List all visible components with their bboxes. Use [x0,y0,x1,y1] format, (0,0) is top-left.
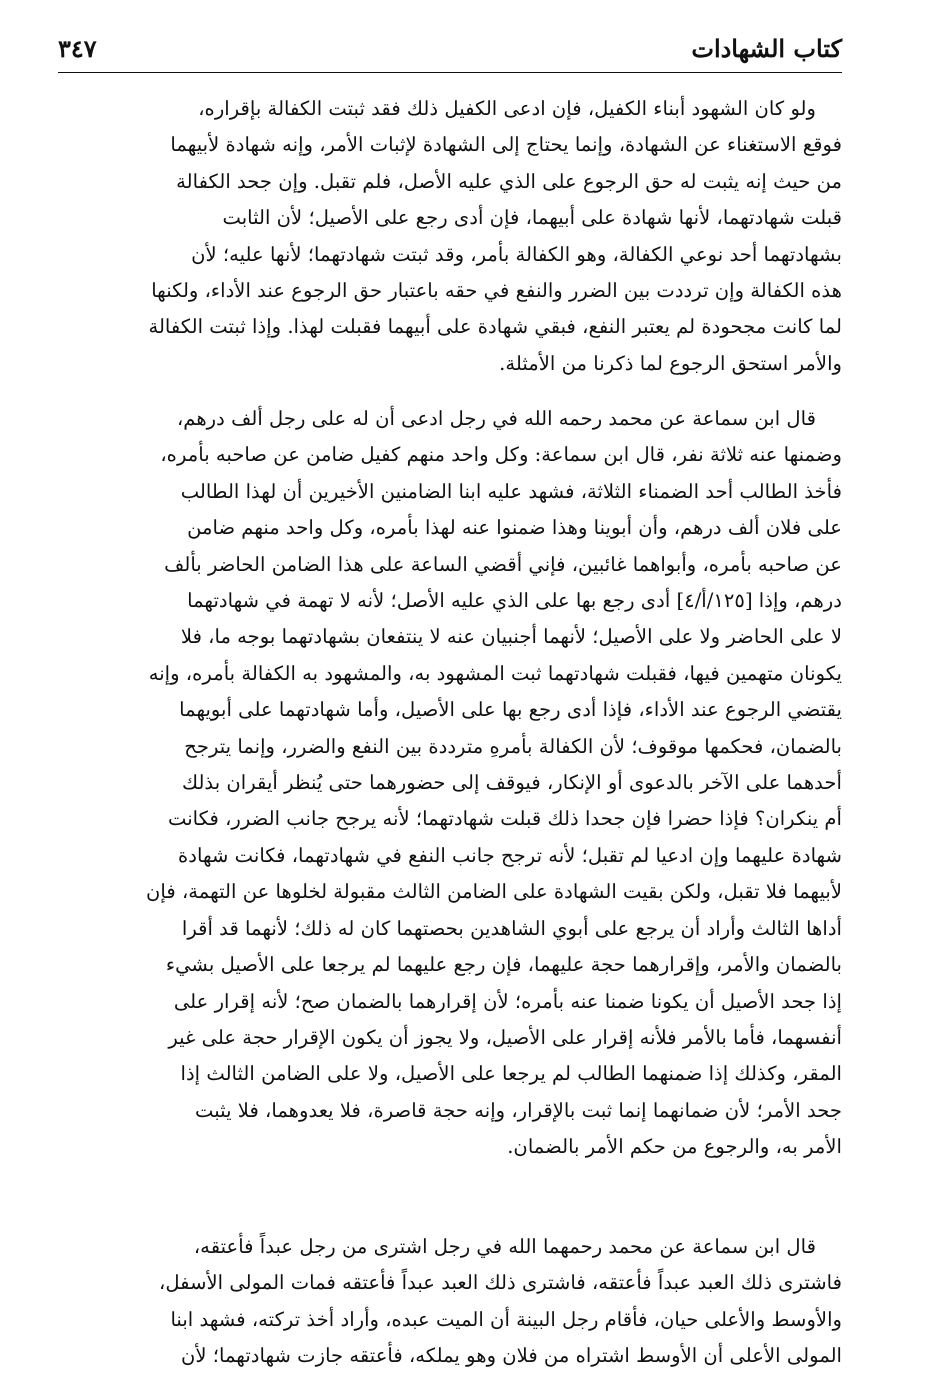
text-line: أنفسهما، فأما بالأمر فلأنه إقرار على الأصيل، ولا يجوز أن يكون الإقرار حجة على غير [168,1025,842,1049]
text-line: جحد الأمر؛ لأن ضمانهما إنما ثبت بالإقرار، وإنه حجة قاصرة، فلا يعدوهما، فلا يثبت [195,1098,842,1122]
text-line: فاشترى ذلك العبد عبداً فأعتقه، فاشترى ذلك العبد عبداً فأعتقه فمات المولى الأسفل، [159,1271,842,1295]
paragraph-3 [58,1229,842,1375]
page-body [58,91,842,1375]
text-line: بالضمان، فحكمها موقوف؛ لأن الكفالة بأمرهِ مترددة بين النفع والضرر، وإنما يترجح [184,734,842,758]
text-line: لما كانت مجحودة لم يعتبر النفع، فبقي شهادة على أبيهما فقبلت لهذا. وإذا ثبتت الكفالة [148,315,842,339]
paragraph-2 [58,401,842,1219]
text-line: أحدهما على الآخر بالدعوى أو الإنكار، فيوقف إلى حضورهما حتى يُنظر أيقران بذلك [181,771,842,795]
text-line: قبلت شهادتهما، لأنها شهادة على أبيهما، فإن أدى رجع على الأصيل؛ لأن الثابت [222,206,842,230]
text-line: المولى الأعلى أن الأوسط اشتراه من فلان وهو يملكه، فأعتقه جازت شهادتهما؛ لأن [180,1344,842,1368]
text-line: ولو كان الشهود أبناء الكفيل، فإن ادعى الكفيل ذلك فقد ثبتت الكفالة بإقراره، [198,97,816,120]
page-number: ٣٤٧ [58,34,97,63]
text-line: بالضمان والأمر، وإقرارهما حجة عليهما، فإن رجع عليهما لم يرجعا على الأصيل بشيء [165,953,842,977]
text-line: إذا جحد الأصيل أن يكونا ضمنا عنه بأمره؛ لأن إقرارهما بالضمان صح؛ لأنه إقرار على [173,989,842,1013]
text-line: بشهادتهما أحد نوعي الكفالة، وهو الكفالة بأمر، وقد ثبتت شهادتهما؛ لأنها عليه؛ لأن [191,242,842,266]
text-line: والأمر استحق الرجوع لما ذكرنا من الأمثلة. [499,351,842,375]
page-header [58,28,842,73]
text-line: أداها الثالث وأراد أن يرجع على أبوي الشاهدين بحصتهما كان له ذلك؛ لأنهما قد أقرا [181,916,842,940]
text-line: فأخذ الطالب أحد الضمناء الثلاثة، فشهد عليه ابنا الضامنين الأخيرين أن لهذا الطالب [180,479,842,503]
text-line: فوقع الاستغناء عن الشهادة، وإنما يحتاج إلى الشهادة لإثبات الأمر، وإنه شهادة لأبيهما [170,133,842,157]
text-line: لا على الحاضر ولا على الأصيل؛ لأنهما أجنبيان عنه لا ينتفعان بشهادتهما بوجه ما، فلا [180,625,842,649]
text-line: قال ابن سماعة عن محمد رحمه الله في رجل ادعى أن له على رجل ألف درهم، [176,407,816,430]
text-line: عن صاحبه بأمره، وأبواهما غائبين، فإني أقضي الساعة على هذا الضامن الحاضر بألف [164,552,842,576]
text-line: والأوسط والأعلى حيان، فأقام رجل البينة أن الميت عبده، وأراد أخذ تركته، فشهد ابنا [170,1307,842,1331]
text-line: أم ينكران؟ فإذا حضرا فإن جحدا ذلك قبلت شهادتهما؛ لأنه يرجح جانب الضرر، فكانت [167,807,842,831]
text-line: يكونان متهمين فيها، فقبلت شهادتهما ثبت المشهود به، والمشهود به الكفالة بأمره، وإنه [148,661,842,685]
text-line: الأمر به، والرجوع من حكم الأمر بالضمان. [507,1135,842,1159]
text-line: من حيث إنه يثبت له حق الرجوع على الذي عليه الأصل، فلم تقبل. وإن جحد الكفالة [176,169,842,193]
text-line: هذه الكفالة وإن ترددت بين الضرر والنفع في حقه باعتبار حق الرجوع عند الأداء، ولكنها [151,279,842,303]
text-line: على فلان ألف درهم، وأن أبوينا وهذا ضمنوا عنه لهذا بأمره، وكل واحد منهم ضامن [187,516,842,540]
paragraph-1 [58,91,842,391]
text-line: شهادة عليهما وإن ادعيا لم تقبل؛ لأنه ترجح جانب النفع في شهادتهما، فكانت شهادة [178,843,842,867]
book-title: كتاب الشهادات [691,34,842,63]
text-line: يقتضي الرجوع عند الأداء، فإذا أدى رجع بها على الأصيل، وأما شهادتهما على أبويهما [179,698,842,722]
text-line: وضمنها عنه ثلاثة نفر، قال ابن سماعة: وكل واحد منهم كفيل ضامن عن صاحبه بأمره، [160,443,842,467]
text-line: درهم، وإذا [١٢٥/أ/٤] أدى رجع بها على الذي عليه الأصل؛ لأنه لا تهمة في شهادتهما [187,589,842,613]
text-line: لأبيهما فلا تقبل، ولكن بقيت الشهادة على الضامن الثالث مقبولة لخلوها عن التهمة، فإن [146,880,842,904]
book-page [58,28,842,1385]
text-line: المقر، وكذلك إذا ضمنهما الطالب لم يرجعا على الأصيل، ولا على الضامن الثالث إذا [180,1062,842,1086]
text-line: قال ابن سماعة عن محمد رحمهما الله في رجل اشترى من رجل عبداً فأعتقه، [193,1235,816,1258]
